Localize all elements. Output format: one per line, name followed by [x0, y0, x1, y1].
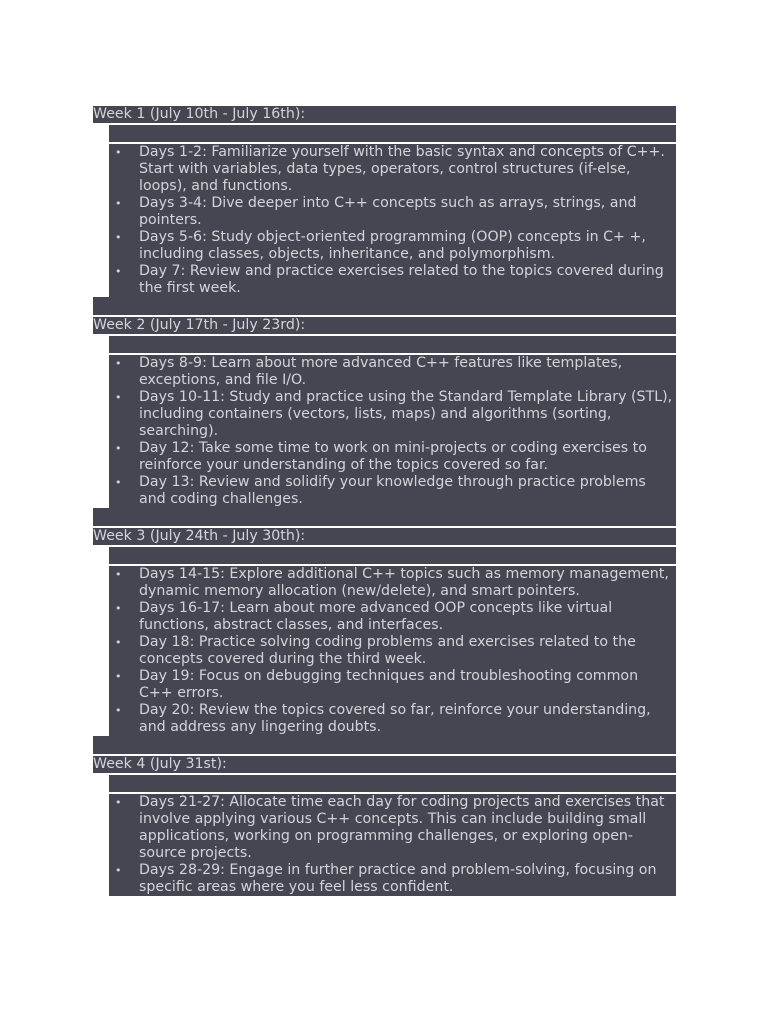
- bullet-icon: •: [115, 391, 122, 404]
- list-item-text: Day 7: Review and practice exercises related to the topics covered during the first week.: [139, 263, 664, 296]
- list-item: [109, 229, 676, 263]
- list-item-text: Day 19: Focus on debugging techniques and troubleshooting common C++ errors.: [139, 668, 639, 701]
- week-heading: Week 3 (July 24th - July 30th):: [93, 528, 676, 545]
- list-item: [109, 634, 676, 668]
- list-item-text: Days 16-17: Learn about more advanced OOP concepts like virtual functions, abstract classes, and interfaces.: [139, 600, 613, 633]
- bullet-icon: •: [115, 636, 122, 649]
- week-heading: Week 2 (July 17th - July 23rd):: [93, 317, 676, 334]
- list-item: [109, 474, 676, 508]
- list-item: [109, 702, 676, 736]
- section-spacer: [93, 736, 676, 754]
- list-item-text: Day 13: Review and solidify your knowledge through practice problems and coding challenges.: [139, 474, 646, 507]
- week-section: [93, 756, 676, 896]
- empty-row: [109, 547, 676, 564]
- list-item: [109, 263, 676, 297]
- list-item-text: Days 10-11: Study and practice using the Standard Template Library (STL), including containers (vectors, lists, maps) and algorithms (sorting, searching).: [139, 389, 673, 439]
- list-item-text: Day 20: Review the topics covered so far, reinforce your understanding, and address any lingering doubts.: [139, 702, 651, 735]
- section-spacer: [93, 297, 676, 315]
- list-item-text: Days 28-29: Engage in further practice and problem-solving, focusing on specific areas where you feel less confident.: [139, 862, 657, 895]
- list-item: [109, 355, 676, 389]
- task-list: [109, 355, 676, 508]
- week-section: [93, 317, 676, 526]
- bullet-icon: •: [115, 231, 122, 244]
- empty-row: [109, 775, 676, 792]
- bullet-icon: •: [115, 476, 122, 489]
- bullet-icon: •: [115, 796, 122, 809]
- bullet-icon: •: [115, 704, 122, 717]
- list-item-text: Day 18: Practice solving coding problems and exercises related to the concepts covered during the third week.: [139, 634, 636, 667]
- task-list: [109, 794, 676, 896]
- list-item: [109, 440, 676, 474]
- bullet-icon: •: [115, 602, 122, 615]
- bullet-icon: •: [115, 670, 122, 683]
- bullet-icon: •: [115, 442, 122, 455]
- list-item: [109, 600, 676, 634]
- empty-row: [109, 336, 676, 353]
- list-item-text: Days 1-2: Familiarize yourself with the basic syntax and concepts of C++. Start with variables, data types, operators, control structures (if-else, loops), and functions.: [139, 144, 665, 194]
- list-item-text: Days 3-4: Dive deeper into C++ concepts such as arrays, strings, and pointers.: [139, 195, 637, 228]
- list-item-text: Day 12: Take some time to work on mini-projects or coding exercises to reinforce your understanding of the topics covered so far.: [139, 440, 647, 473]
- list-item-text: Days 5-6: Study object-oriented programming (OOP) concepts in C+ +, including classes, objects, inheritance, and polymorphism.: [139, 229, 646, 262]
- list-item-text: Days 14-15: Explore additional C++ topics such as memory management, dynamic memory allocation (new/delete), and smart pointers.: [139, 566, 669, 599]
- bullet-icon: •: [115, 864, 122, 877]
- list-item: [109, 195, 676, 229]
- list-item: [109, 389, 676, 440]
- bullet-icon: •: [115, 197, 122, 210]
- section-spacer: [93, 508, 676, 526]
- week-section: [93, 106, 676, 315]
- study-plan-document: [93, 106, 676, 896]
- list-item: [109, 862, 676, 896]
- bullet-icon: •: [115, 357, 122, 370]
- list-item-text: Days 8-9: Learn about more advanced C++ features like templates, exceptions, and file I/O.: [139, 355, 623, 388]
- week-section: [93, 528, 676, 754]
- task-list: [109, 144, 676, 297]
- week-heading: Week 4 (July 31st):: [93, 756, 676, 773]
- list-item: [109, 144, 676, 195]
- task-list: [109, 566, 676, 736]
- empty-row: [109, 125, 676, 142]
- list-item: [109, 668, 676, 702]
- bullet-icon: •: [115, 146, 122, 159]
- week-heading: Week 1 (July 10th - July 16th):: [93, 106, 676, 123]
- list-item: [109, 794, 676, 862]
- bullet-icon: •: [115, 265, 122, 278]
- list-item-text: Days 21-27: Allocate time each day for coding projects and exercises that involve applying various C++ concepts. This can include building small applications, working on programming challenges, or exploring open-source projects.: [139, 794, 665, 861]
- list-item: [109, 566, 676, 600]
- bullet-icon: •: [115, 568, 122, 581]
